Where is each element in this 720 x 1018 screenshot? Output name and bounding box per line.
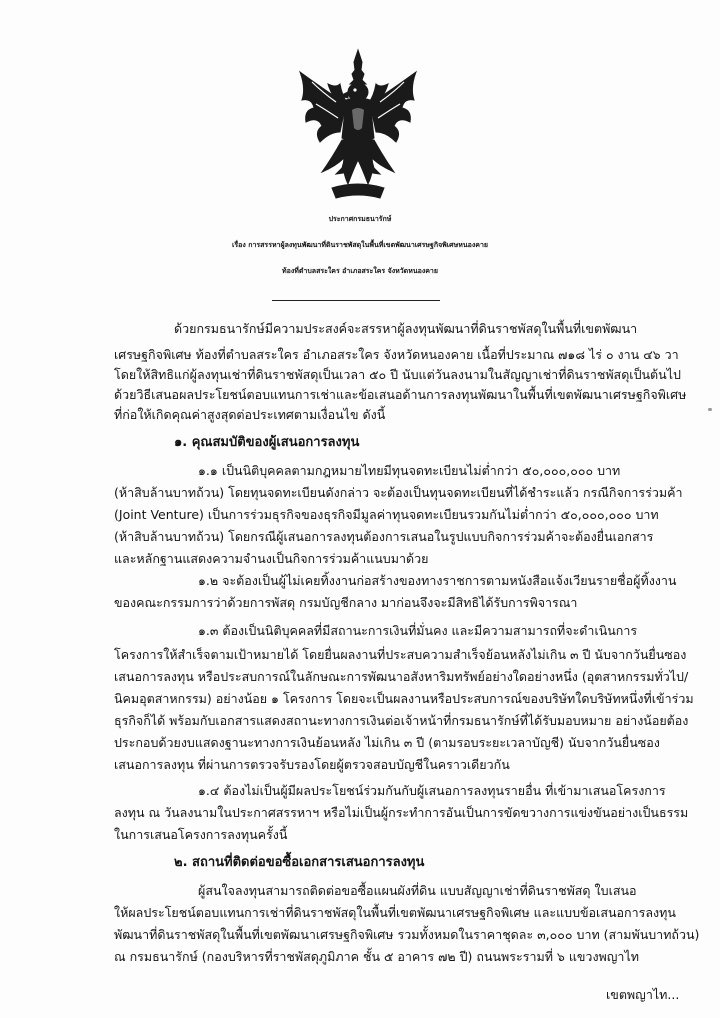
body-line: พัฒนาที่ดินราชพัสดุในพื้นที่เขตพัฒนาเศรษฐกิจพิเศษ รวมทั้งหมดในราคาชุดละ ๓,๐๐๐ บาท (สามพันบาทถ้วน)	[114, 927, 700, 942]
body-line: ณ กรมธนารักษ์ (กองบริหารที่ราชพัสดุภูมิภาค ชั้น ๕ อาคาร ๗๒ ปี) ถนนพระรามที่ ๖ แขวงพญาไท	[114, 949, 639, 964]
body-line: ในการเสนอโครงการลงทุนครั้งนี้	[114, 827, 288, 842]
body-line: ผู้สนใจลงทุนสามารถติดต่อขอซื้อแผนผังที่ดิน แบบสัญญาเช่าที่ดินราชพัสดุ ใบเสนอ	[198, 883, 637, 898]
body-line: เสนอการลงทุน ที่ผ่านการตรวจรับรองโดยผู้ตรวจสอบบัญชีในคราวเดียวกัน	[114, 757, 510, 772]
subject-line: เรื่อง การสรรหาผู้ลงทุนพัฒนาที่ดินราชพัสดุในพื้นที่เขตพัฒนาเศรษฐกิจพิเศษหนองคาย	[232, 241, 488, 249]
body-line: (ห้าสิบล้านบาทถ้วน) โดยกรณีผู้เสนอการลงทุนต้องการเสนอในรูปแบบกิจการร่วมค้าจะต้องยื่นเอกสาร	[114, 529, 654, 544]
body-line: ลงทุน ณ วันลงนามในประกาศสรรหาฯ หรือไม่เป็นผู้กระทำการอันเป็นการขัดขวางการแข่งขันอย่างเป็นธรรม	[114, 805, 689, 820]
body-line: และหลักฐานแสดงความจำนงเป็นกิจการร่วมค้าแนบมาด้วย	[114, 551, 429, 566]
body-line: ธุรกิจก็ได้ พร้อมกับเอกสารแสดงสถานะทางการเงินต่อเจ้าหน้าที่กรมธนารักษ์ที่ได้รับมอบหมาย อย่างน้อยต้อง	[114, 713, 689, 728]
body-line: ๑.๓ ต้องเป็นนิติบุคคลที่มีสถานะการเงินที่มั่นคง และมีความสามารถที่จะดำเนินการ	[198, 623, 638, 638]
body-line: ประกอบด้วยงบแสดงฐานะทางการเงินย้อนหลัง ไม่เกิน ๓ ปี (ตามรอบระยะเวลาบัญชี) นับจากวันยื่นซอง	[114, 735, 660, 750]
garuda-emblem-icon	[292, 48, 424, 203]
body-line: เสนอการลงทุน หรือประสบการณ์ในลักษณะการพัฒนาอสังหาริมทรัพย์อย่างใดอย่างหนึ่ง (อุตสาหกรรมทั่วไป/	[114, 669, 689, 684]
intro-line: เศรษฐกิจพิเศษ ท้องที่ตำบลสระใคร อำเภอสระใคร จังหวัดหนองคาย เนื้อที่ประมาณ ๗๑๘ ไร่ ๐ งาน ๔๖ วา	[114, 347, 679, 362]
intro-line: ด้วยวิธีเสนอผลประโยชน์ตอบแทนการเช่าและข้อเสนอด้านการลงทุนพัฒนาในพื้นที่เขตพัฒนาเศรษฐกิจพิเศษ	[114, 387, 687, 402]
body-line: โครงการให้สำเร็จตามเป้าหมายได้ โดยยื่นผลงานที่ประสบความสำเร็จย้อนหลังไม่เกิน ๓ ปี นับจากวันยื่นซอง	[114, 647, 687, 662]
body-line: นิคมอุตสาหกรรม) อย่างน้อย ๑ โครงการ โดยจะเป็นผลงานหรือประสบการณ์ของบริษัทใดบริษัทหนึ่งที่เข้าร่วม	[114, 691, 694, 706]
body-line: ให้ผลประโยชน์ตอบแทนการเช่าที่ดินราชพัสดุในพื้นที่เขตพัฒนาเศรษฐกิจพิเศษ และแบบข้อเสนอการลงทุน	[114, 905, 676, 920]
intro-line: ด้วยกรมธนารักษ์มีความประสงค์จะสรรหาผู้ลงทุนพัฒนาที่ดินราชพัสดุในพื้นที่เขตพัฒนา	[174, 321, 638, 336]
continuation-mark: เขตพญาไท...	[606, 987, 680, 1002]
body-line: ๑.๔ ต้องไม่เป็นผู้มีผลประโยชน์ร่วมกันกับผู้เสนอการลงทุนรายอื่น ที่เข้ามาเสนอโครงการ	[198, 783, 666, 798]
body-line: ๑.๑ เป็นนิติบุคคลตามกฎหมายไทยมีทุนจดทะเบียนไม่ต่ำกว่า ๕๐,๐๐๐,๐๐๐ บาท	[198, 463, 621, 478]
body-line: ของคณะกรรมการว่าด้วยการพัสดุ กรมบัญชีกลาง มาก่อนจึงจะมีสิทธิได้รับการพิจารณา	[114, 595, 578, 610]
intro-line: โดยให้สิทธิแก่ผู้ลงทุนเช่าที่ดินราชพัสดุเป็นเวลา ๕๐ ปี นับแต่วันลงนามในสัญญาเช่าที่ดินราชพัสดุเป็นต้นไป	[114, 367, 681, 382]
body-line: (ห้าสิบล้านบาทถ้วน) โดยทุนจดทะเบียนดังกล่าว จะต้องเป็นทุนจดทะเบียนที่ได้ชำระแล้ว กรณีกิจการร่วมค้า	[114, 485, 683, 500]
body-line: ๑.๒ จะต้องเป็นผู้ไม่เคยทิ้งงานก่อสร้างของทางราชการตามหนังสือแจ้งเวียนรายชื่อผู้ทิ้งงาน	[198, 573, 677, 588]
scan-speck	[708, 408, 712, 411]
section-heading: ๒. สถานที่ติดต่อขอซื้อเอกสารเสนอการลงทุน	[174, 855, 425, 870]
agency-title: ประกาศกรมธนารักษ์	[328, 215, 392, 223]
intro-line: ที่ก่อให้เกิดคุณค่าสูงสุดต่อประเทศตามเงื่อนไข ดังนี้	[114, 407, 386, 422]
section-heading: ๑. คุณสมบัติของผู้เสนอการลงทุน	[174, 435, 360, 450]
location-line: ท้องที่ตำบลสระใคร อำเภอสระใคร จังหวัดหนองคาย	[282, 267, 438, 275]
divider	[272, 300, 440, 301]
body-line: (Joint Venture) เป็นการร่วมธุรกิจของธุรกิจมีมูลค่าทุนจดทะเบียนรวมกันไม่ต่ำกว่า ๕๐,๐๐๐,๐๐๐ บาท	[114, 507, 659, 522]
